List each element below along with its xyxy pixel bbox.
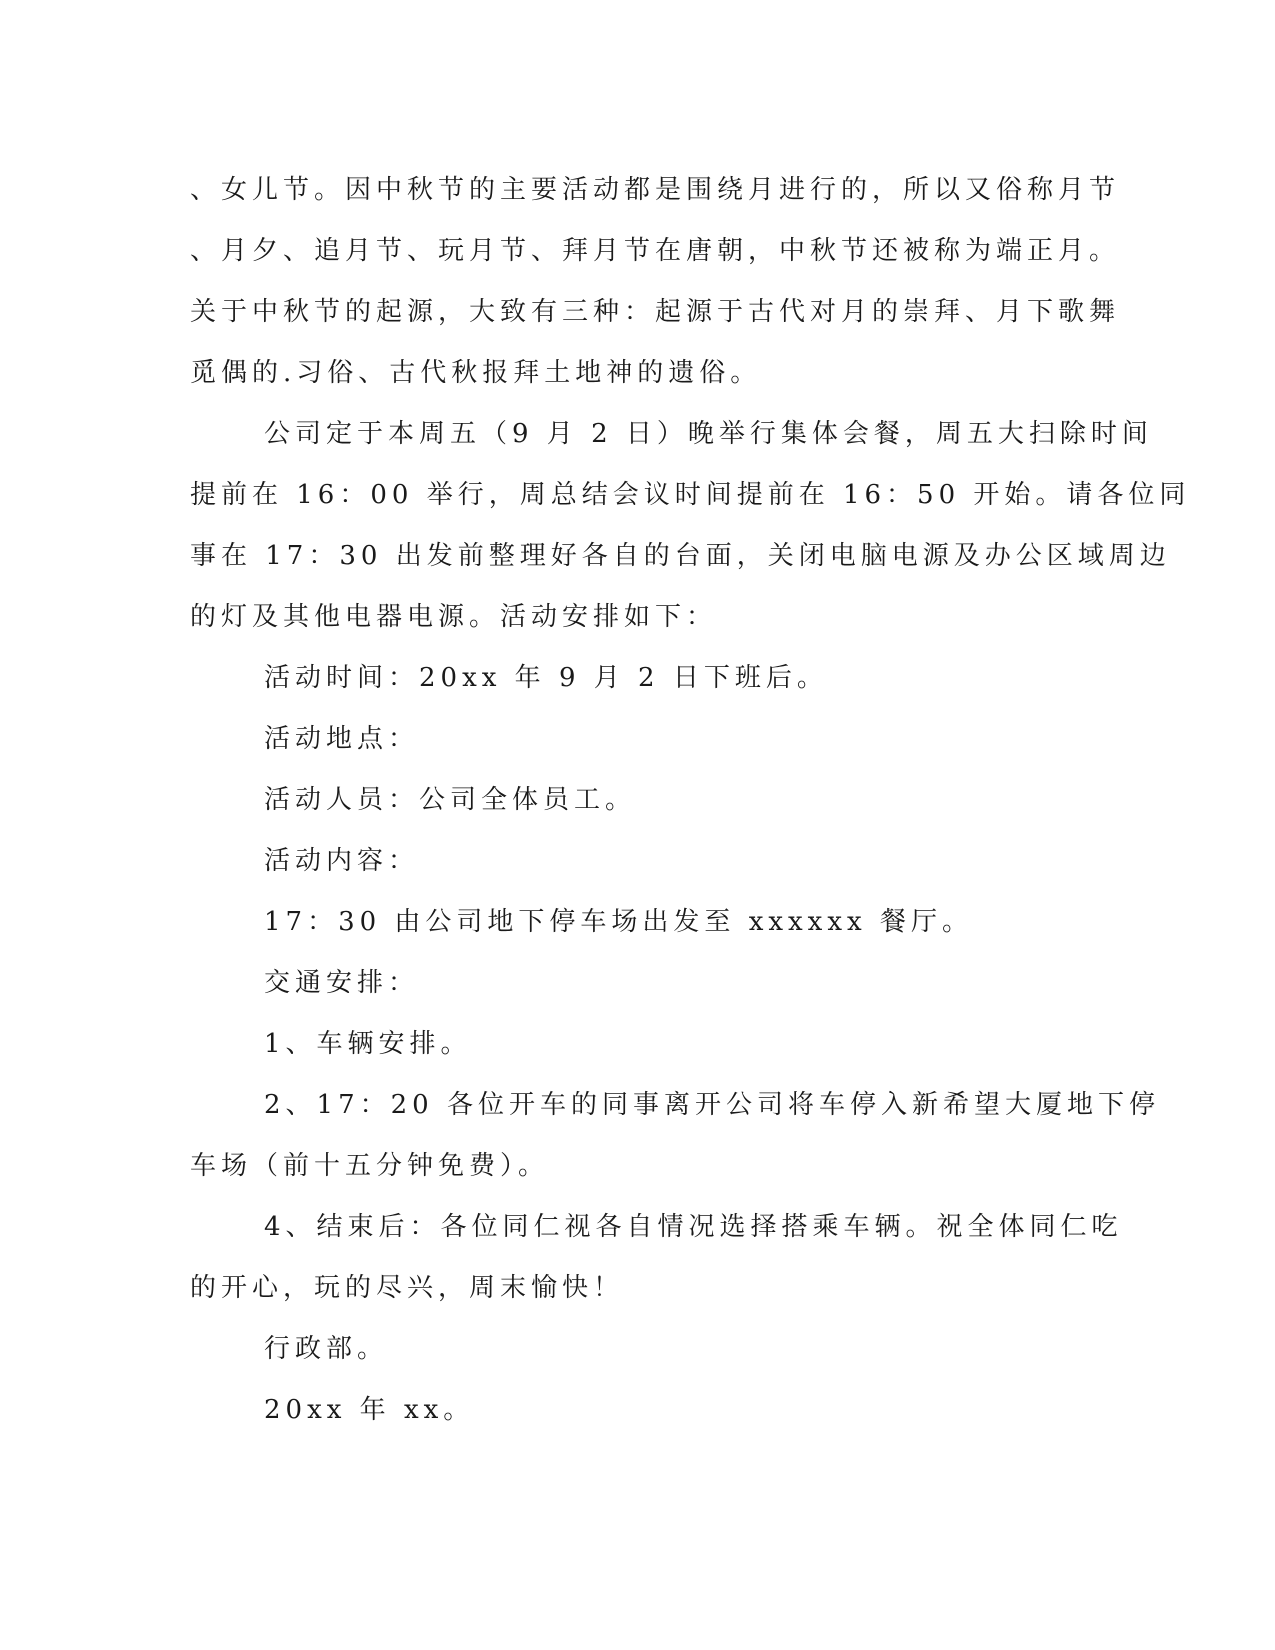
text-line: 、月夕、追月节、玩月节、拜月节在唐朝，中秋节还被称为端正月。 <box>190 236 1121 266</box>
signature-department: 行政部。 <box>264 1334 389 1364</box>
text-line: 关于中秋节的起源，大致有三种：起源于古代对月的崇拜、月下歌舞 <box>190 297 1121 327</box>
signature-date: 20xx 年 xx。 <box>264 1395 475 1425</box>
text-line: 提前在 16：00 举行，周总结会议时间提前在 16：50 开始。请各位同 <box>190 480 1191 510</box>
text-line: 车场（前十五分钟免费）。 <box>190 1151 550 1181</box>
activity-content-heading: 活动内容： <box>264 846 420 876</box>
transport-item: 4、结束后：各位同仁视各自情况选择搭乘车辆。祝全体同仁吃 <box>264 1212 1123 1242</box>
text-line: 的开心，玩的尽兴，周末愉快！ <box>190 1273 625 1303</box>
activity-schedule-item: 17：30 由公司地下停车场出发至 xxxxxx 餐厅。 <box>264 907 973 937</box>
paragraph-notice-start: 公司定于本周五（9 月 2 日）晚举行集体会餐，周五大扫除时间 <box>264 419 1153 449</box>
text-line: 、女儿节。因中秋节的主要活动都是围绕月进行的，所以又俗称月节 <box>190 175 1121 205</box>
transport-item: 1、车辆安排。 <box>264 1029 472 1059</box>
text-line: 觅偶的.习俗、古代秋报拜土地神的遗俗。 <box>190 358 762 388</box>
document-body <box>190 160 1191 1441</box>
activity-location: 活动地点： <box>264 724 420 754</box>
activity-time: 活动时间：20xx 年 9 月 2 日下班后。 <box>264 663 828 693</box>
text-line: 事在 17：30 出发前整理好各自的台面，关闭电脑电源及办公区域周边 <box>190 541 1171 571</box>
transport-heading: 交通安排： <box>264 968 420 998</box>
transport-item: 2、17：20 各位开车的同事离开公司将车停入新希望大厦地下停 <box>264 1090 1160 1120</box>
activity-participants: 活动人员：公司全体员工。 <box>264 785 637 815</box>
text-line: 的灯及其他电器电源。活动安排如下： <box>190 602 718 632</box>
